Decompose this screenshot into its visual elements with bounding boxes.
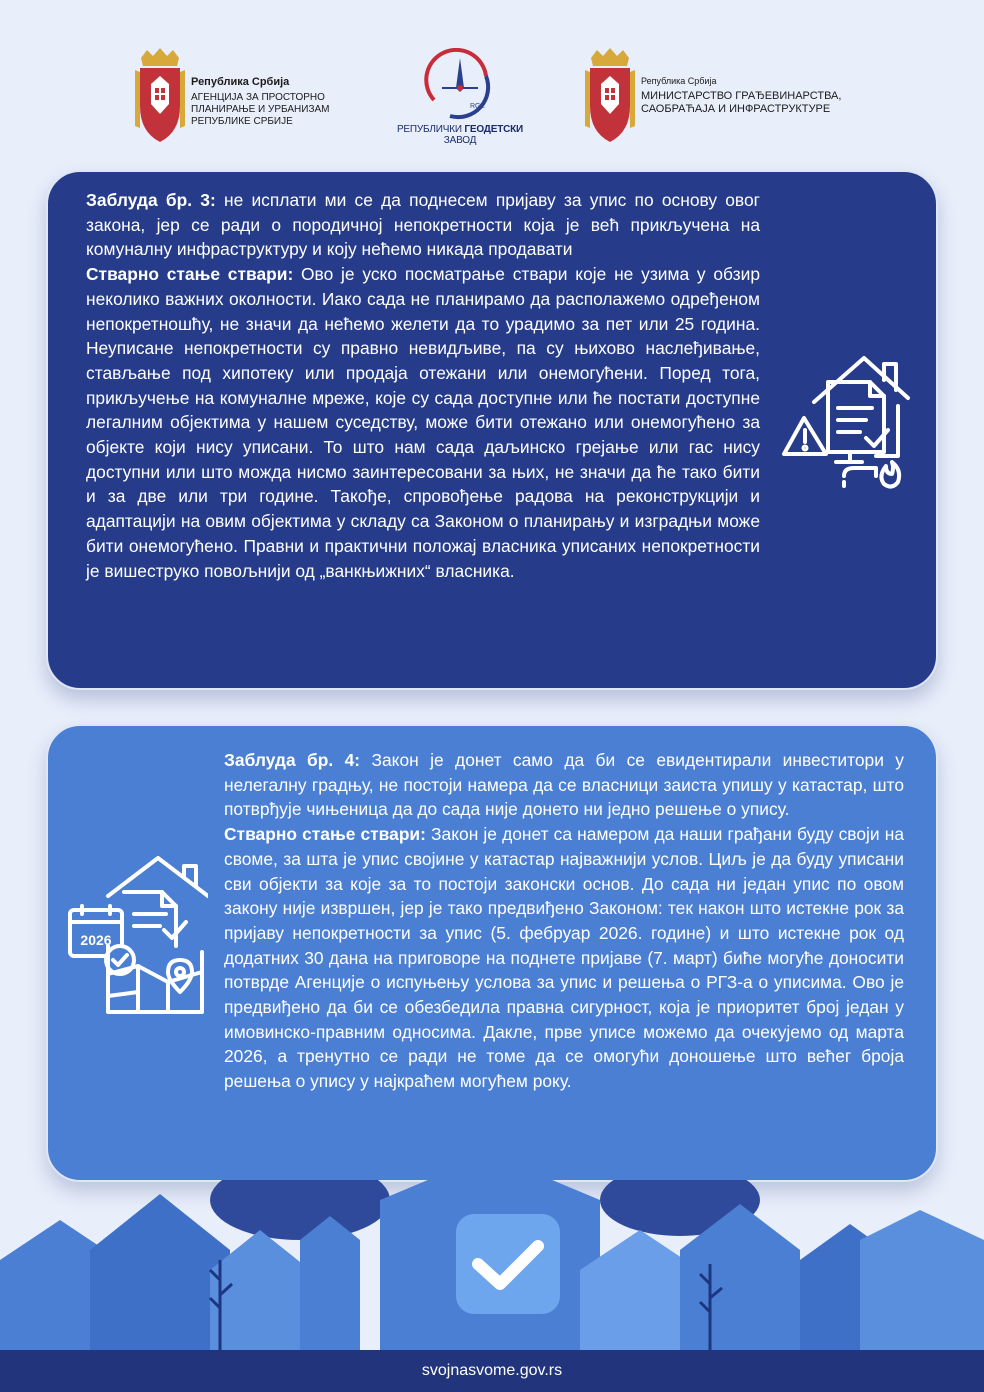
rgz-caption-end: ЗАВОД xyxy=(443,135,477,146)
myth-3-text xyxy=(86,188,760,583)
aprs-line4: РЕПУБЛИКЕ СРБИЈЕ xyxy=(191,116,293,127)
ministry-line3: САОБРАЋАЈА И ИНФРАСТРУКТУРЕ xyxy=(641,103,831,115)
footer xyxy=(0,1350,984,1392)
ministry-line1: Република Србија xyxy=(641,76,717,86)
serbian-crest-icon xyxy=(585,48,635,144)
header xyxy=(0,0,984,160)
footer-url[interactable]: svojnasvome.gov.rs xyxy=(421,1362,563,1379)
rgz-caption xyxy=(390,124,530,146)
house-calendar-map-icon xyxy=(68,856,208,1016)
myth-3-fact-label: Стварно стање ствари: xyxy=(86,264,294,285)
aprs-line2: АГЕНЦИЈА ЗА ПРОСТОРНО xyxy=(191,92,325,103)
rgz-caption-bold: ГЕОДЕТСКИ xyxy=(464,124,524,135)
myth-4-fact-label: Стварно стање ствари: xyxy=(224,824,426,845)
rgz-seal-text: RGZ xyxy=(470,103,485,110)
rgz-caption-regular: РЕПУБЛИЧКИ xyxy=(396,124,462,135)
myth-4-label: Заблуда бр. 4: xyxy=(224,750,361,770)
ministry-logo xyxy=(585,48,885,144)
aprs-line3: ПЛАНИРАЊЕ И УРБАНИЗАМ xyxy=(191,104,330,115)
house-warning-utilities-icon xyxy=(780,352,910,492)
myth-4-card xyxy=(46,724,938,1182)
calendar-year: 2026 xyxy=(80,932,112,948)
myth-3-card xyxy=(46,170,938,690)
myth-3-statement: не исплати ми се да поднесем пријаву за упис по основу овог закона, јер се ради о породичној непокретности која је већ прикључена на комуналну инфраструктуру и коју нећемо никада продавати xyxy=(86,190,760,260)
ministry-line2: МИНИСТАРСТВО ГРАЂЕВИНАРСТВА, xyxy=(641,90,842,102)
aprs-logo xyxy=(135,48,355,144)
myth-4-statement: Закон је донет само да би се евидентирали инвеститори у нелегалну градњу, не постоји намера да се власници заиста упишу у катастар, што потврђује чињеница да до сада није донето ни једно решење о упису. xyxy=(224,750,905,820)
myth-4-fact: Закон је донет са намером да наши грађани буду своји на своме, за шта је упис својине у катастар најважнији услов. Циљ је да буду уписани сви објекти за које за то постоји законски основ. До сада ни један упис по овом закону није извршен, јер је тако предвиђено Законом: тек након што истекне рок за пријаву непокретности за упис (5. фебруар 2026. године) и што истекне рок од додатних 30 дана на приговоре на поднете пријаве (7. март) биће могуће доносити потврде Агенције о испуњењу услова за упис и решења о РГЗ-а о уписима. Ово је предвиђено да би се обезбедила правна сигурност, која је приоритет број један у имовинско-правним односима. Дакле, прве уписе можемо да очекујемо од марта 2026, а тренутно се ради не томе да се омогући доношење што већег броја решења о упису у најкраћем могућем року. xyxy=(224,824,904,1092)
houses-skyline-illustration xyxy=(0,1180,984,1350)
rgz-logo xyxy=(390,48,530,144)
serbian-crest-icon xyxy=(135,48,185,144)
myth-3-label: Заблуда бр. 3: xyxy=(86,190,216,210)
aprs-line1: Република Србија xyxy=(191,76,290,88)
rgz-seal-icon xyxy=(390,48,530,124)
myth-4-text xyxy=(224,748,904,1094)
myth-3-fact: Ово је уско посматрање ствари које не узима у обзир неколико важних околности. Иако сада не планирамо да располажемо одређеном непокретношћу, не значи да нећемо желети да то урадимо за пет или 25 година. Неуписане непокретности су правно невидљиве, па су њихово наслеђивање, стављање под хипотеку или продаја отежани или онемогућени. Поред тога, прикључење на комуналне мреже, које су сада доступне или ће постати доступне легалним објектима у нашем суседству, може бити отежано или онемогућено за објекте који нису уписани. То што нам сада даљинско грејање или гас нису доступни или што можда нисмо заинтересовани за њих, не значи да ће тако бити и за две или три године. Такође, спровођење радова на реконструкцији и адаптацији на овим објектима у складу са Законом о планирању и изградњи може бити онемогућено. Правни и практични положај власника уписаних непокретности је вишеструко повољнији од „ванкњижних“ власника. xyxy=(86,264,760,581)
